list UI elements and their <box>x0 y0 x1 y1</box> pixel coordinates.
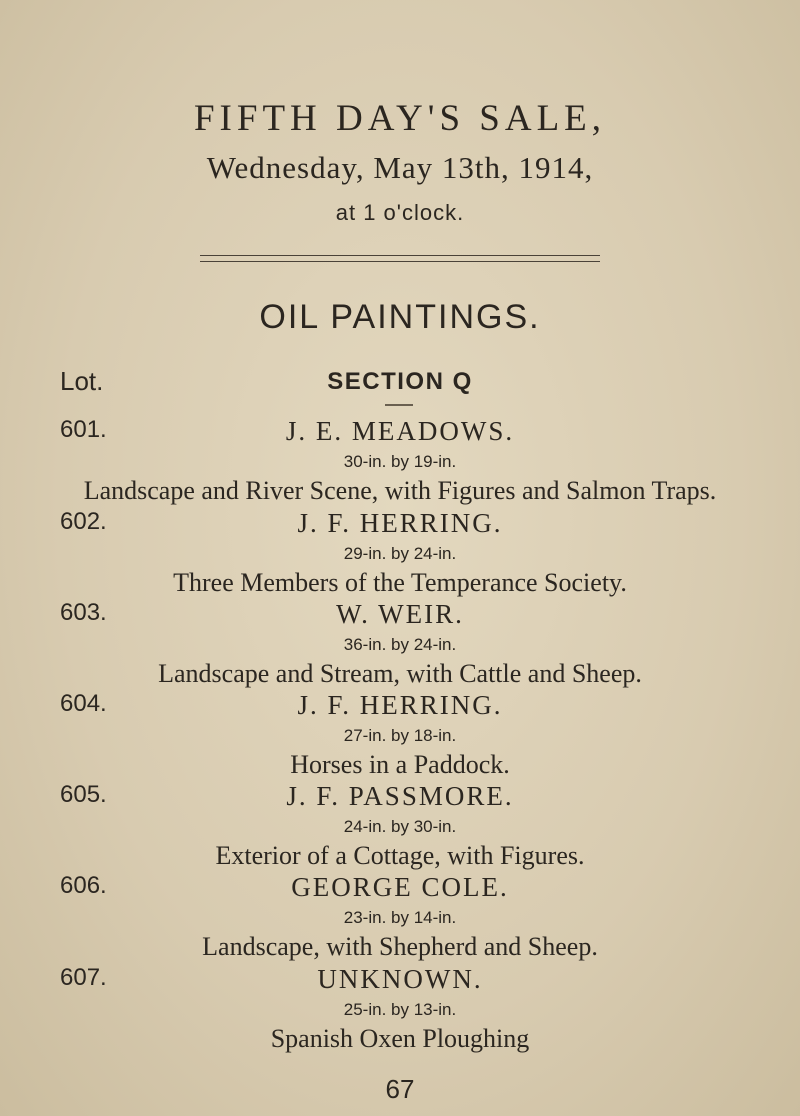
lot-number: 606. <box>60 872 107 899</box>
painting-subject: Landscape and River Scene, with Figures and Salmon Traps. <box>83 476 717 505</box>
painting-subject: Horses in a Paddock. <box>290 750 510 779</box>
painting-dimensions: 27-in. by 18-in. <box>343 726 457 745</box>
painting-dimensions: 23-in. by 14-in. <box>343 908 457 927</box>
double-rule-divider <box>200 255 600 262</box>
lot-number: 605. <box>60 781 107 808</box>
painting-subject: Landscape and Stream, with Cattle and Sheep. <box>158 659 642 688</box>
lot-column-label: Lot. <box>60 366 104 396</box>
painting-dimensions: 36-in. by 24-in. <box>343 635 457 654</box>
lot-entry <box>0 966 800 1086</box>
painting-subject: Spanish Oxen Ploughing <box>270 1024 530 1053</box>
lot-number: 603. <box>60 599 107 626</box>
lot-number: 601. <box>60 416 107 443</box>
artist-name: W. WEIR. <box>336 599 464 629</box>
sale-time: at 1 o'clock. <box>335 200 465 225</box>
painting-dimensions: 29-in. by 24-in. <box>343 544 457 563</box>
section-heading: SECTION Q <box>327 368 473 395</box>
lot-number: 602. <box>60 508 107 535</box>
lot-number: 604. <box>60 690 107 717</box>
artist-name: J. F. PASSMORE. <box>286 781 514 811</box>
painting-dimensions: 24-in. by 30-in. <box>343 817 457 836</box>
sale-date: Wednesday, May 13th, 1914, <box>206 150 594 185</box>
painting-subject: Landscape, with Shepherd and Sheep. <box>202 932 598 961</box>
section-underline <box>385 404 413 406</box>
artist-name: UNKNOWN. <box>317 964 483 994</box>
painting-dimensions: 30-in. by 19-in. <box>343 452 457 471</box>
artist-name: GEORGE COLE. <box>291 872 509 902</box>
category-heading: OIL PAINTINGS. <box>259 298 541 336</box>
artist-name: J. F. HERRING. <box>297 690 503 720</box>
artist-name: J. E. MEADOWS. <box>285 416 515 446</box>
painting-subject: Exterior of a Cottage, with Figures. <box>215 841 585 870</box>
sale-title: FIFTH DAY'S SALE, <box>193 98 607 139</box>
lot-number: 607. <box>60 964 107 991</box>
page-number: 67 <box>385 1074 415 1104</box>
painting-dimensions: 25-in. by 13-in. <box>343 1000 457 1019</box>
painting-subject: Three Members of the Temperance Society. <box>173 568 627 597</box>
artist-name: J. F. HERRING. <box>297 508 503 538</box>
